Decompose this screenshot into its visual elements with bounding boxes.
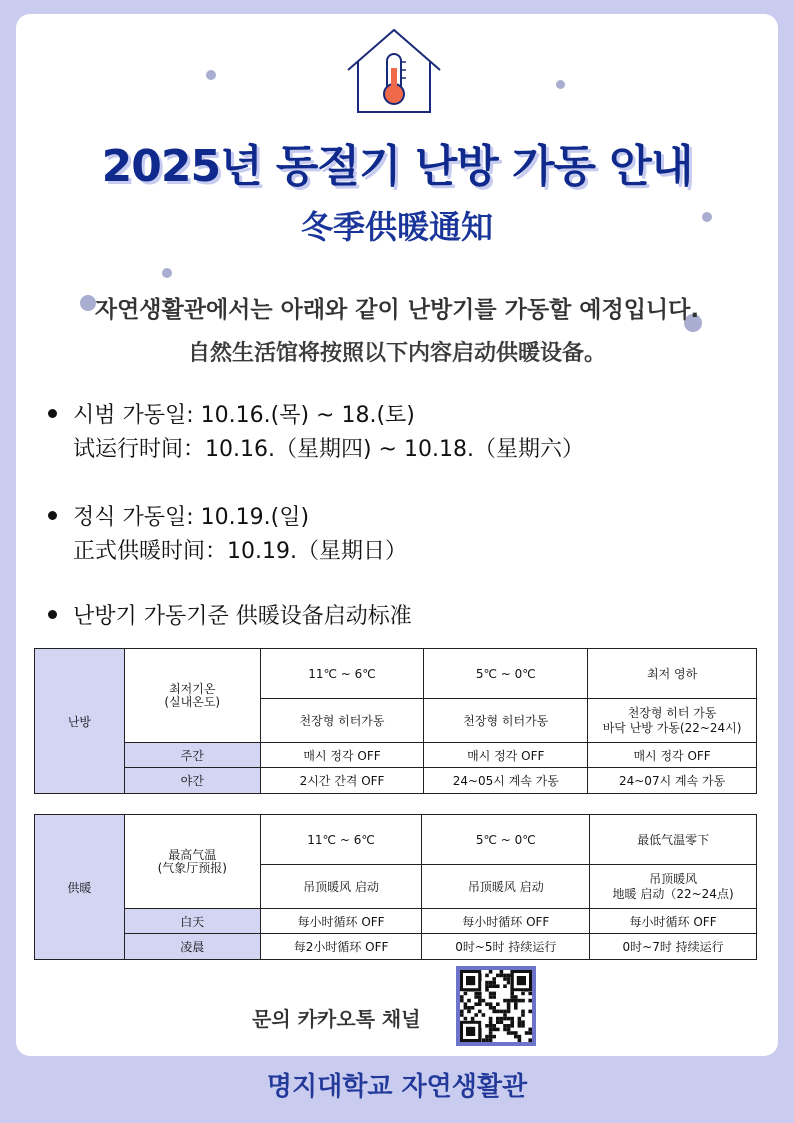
temp-label: 最高气温 (气象厅预报)	[124, 815, 260, 909]
qr-code-icon[interactable]	[456, 966, 536, 1046]
bullet-icon	[48, 511, 57, 520]
row-label-day: 白天	[124, 909, 260, 934]
heating-table-chinese	[34, 814, 757, 960]
day-cell: 매시 정각 OFF	[588, 743, 757, 768]
night-cell: 24~05시 계속 가동	[424, 768, 588, 794]
heater-cell: 吊顶暖风 地暖 启动（22~24点)	[590, 865, 757, 909]
heater-cell: 천장형 히터가동	[260, 699, 424, 743]
bullet-icon	[48, 409, 57, 418]
criteria-heading	[48, 597, 412, 631]
day-cell: 매시 정각 OFF	[424, 743, 588, 768]
decor-dot	[162, 268, 172, 278]
row-label-day: 주간	[124, 743, 260, 768]
heating-table-korean	[34, 648, 757, 794]
temp-label: 최저기온 (실내온도)	[124, 649, 260, 743]
page-subtitle: 冬季供暖通知	[300, 208, 493, 246]
night-cell: 24~07시 계속 가동	[588, 768, 757, 794]
night-cell: 0时~5时 持续运行	[422, 934, 590, 960]
qr-label: 문의 카카오톡 채널	[252, 1007, 421, 1031]
day-cell: 매시 정각 OFF	[260, 743, 424, 768]
table-side-label: 供暖	[35, 815, 125, 960]
day-cell: 每小时循环 OFF	[260, 909, 422, 934]
official-chinese: 正式供暖时间：10.19.（星期日）	[73, 538, 407, 564]
intro-korean: 자연생활관에서는 아래와 같이 난방기를 가동할 예정입니다.	[94, 297, 700, 323]
day-cell: 每小时循环 OFF	[590, 909, 757, 934]
table-side-label: 난방	[35, 649, 125, 794]
col-header: 최저 영하	[588, 649, 757, 699]
heater-cell: 천장형 히터가동	[424, 699, 588, 743]
night-cell: 2시간 간격 OFF	[260, 768, 424, 794]
intro-chinese: 自然生活馆将按照以下内容启动供暖设备。	[187, 341, 606, 366]
criteria-text: 난방기 가동기준 供暖设备启动标准	[73, 603, 412, 629]
col-header: 11℃ ~ 6℃	[260, 649, 424, 699]
col-header: 最低气温零下	[590, 815, 757, 865]
row-label-night: 야간	[124, 768, 260, 794]
bullet-icon	[48, 610, 57, 619]
col-header: 11℃ ~ 6℃	[260, 815, 422, 865]
night-cell: 0时~7时 持续运行	[590, 934, 757, 960]
day-cell: 每小时循环 OFF	[422, 909, 590, 934]
heater-cell: 천장형 히터 가동 바닥 난방 가동(22~24시)	[588, 699, 757, 743]
house-thermometer-icon	[344, 26, 444, 116]
heater-cell: 吊顶暖风 启动	[422, 865, 590, 909]
decor-dot	[206, 70, 216, 80]
row-label-night: 凌晨	[124, 934, 260, 960]
official-period	[48, 498, 407, 566]
official-korean: 정식 가동일: 10.19.(일)	[73, 504, 310, 530]
footer-org: 명지대학교 자연생활관	[266, 1072, 528, 1102]
trial-korean: 시범 가동일: 10.16.(목) ~ 18.(토)	[73, 402, 415, 428]
page-title: 2025년 동절기 난방 가동 안내	[101, 141, 693, 192]
col-header: 5℃ ~ 0℃	[422, 815, 590, 865]
trial-period	[48, 396, 584, 464]
trial-chinese: 试运行时间：10.16.（星期四) ~ 10.18.（星期六）	[73, 436, 584, 462]
col-header: 5℃ ~ 0℃	[424, 649, 588, 699]
night-cell: 每2小时循环 OFF	[260, 934, 422, 960]
heater-cell: 吊顶暖风 启动	[260, 865, 422, 909]
decor-dot	[556, 80, 565, 89]
